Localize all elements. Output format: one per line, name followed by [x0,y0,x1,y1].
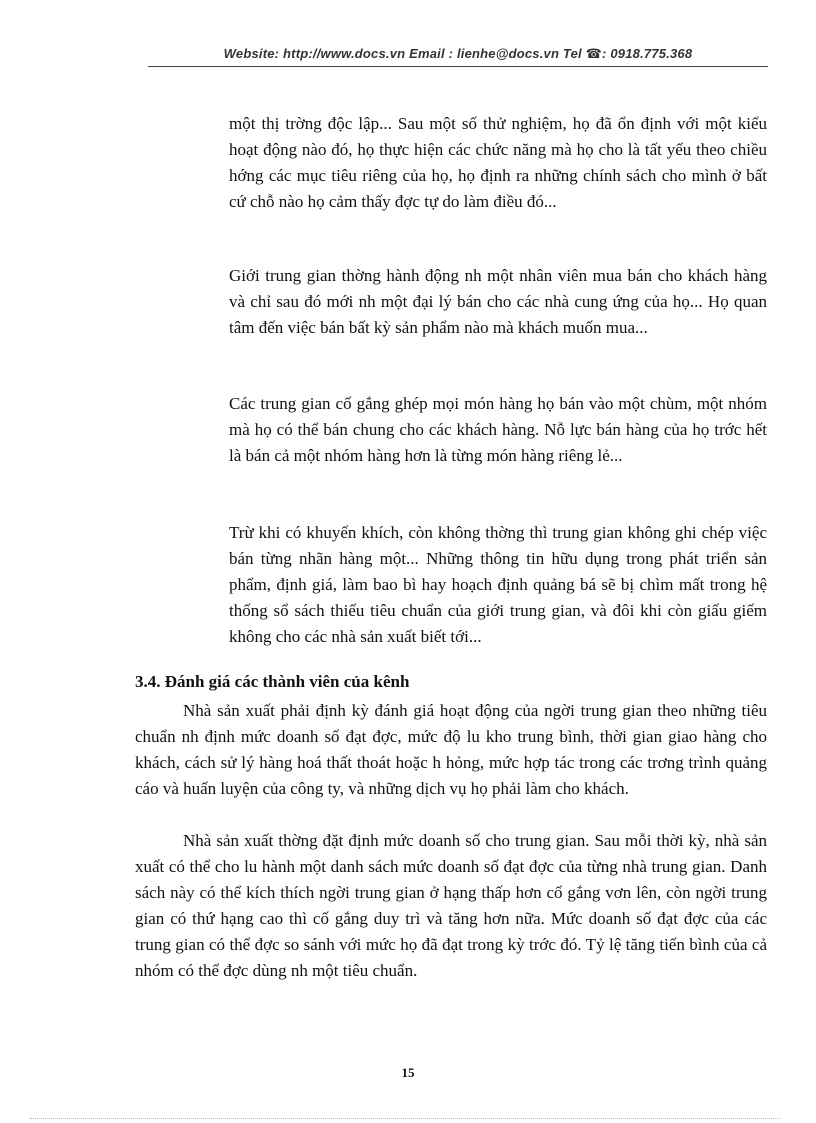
body-paragraph-2: Nhà sản xuất thờng đặt định mức doanh số cho trung gian. Sau mỗi thời kỳ, nhà sản xuất có thể cho lu hành một danh sách mức doanh số đạt đợc của từng nhà trung gian. Danh sách này có thể kích thích ngời trung gian ở hạng thấp hơn cố gắng vơn lên, còn ngời trung gian có thứ hạng cao thì cố gắng duy trì và tăng hơn nữa. Mức doanh số đạt đợc của các trung gian có thể đợc so sánh với mức họ đã đạt trong kỳ trớc đó. Tỷ lệ tăng tiến bình của cả nhóm có thể đợc dùng nh một tiêu chuẩn. [135,831,767,980]
quote-paragraph-2: Giới trung gian thờng hành động nh một nhân viên mua bán cho khách hàng và chỉ sau đó mới nh một đại lý bán cho các nhà cung ứng của họ... Họ quan tâm đến việc bán bất kỳ sản phẩm nào mà khách muốn mua... [229,266,767,337]
body-paragraph-1: Nhà sản xuất phải định kỳ đánh giá hoạt động của ngời trung gian theo những tiêu chuẩn nh định mức doanh số đạt đợc, mức độ lu kho trung bình, thời gian giao hàng cho khách, cách sử lý hàng hoá thất thoát hoặc h hỏng, mức hợp tác trong các trơng trình quảng cáo và huấn luyện của công ty, và những dịch vụ họ phải làm cho khách. [135,701,767,798]
header-divider [148,66,768,67]
quote-paragraph-3: Các trung gian cố gắng ghép mọi món hàng họ bán vào một chùm, một nhóm mà họ có thể bán chung cho các khách hàng. Nỗ lực bán hàng của họ trớc hết là bán cả một nhóm hàng hơn là từng món hàng riêng lẻ... [229,394,767,465]
page-header: Website: http://www.docs.vn Email : lienhe@docs.vn Tel ☎: 0918.775.368 [223,46,693,61]
quote-paragraph-4: Trừ khi có khuyến khích, còn không thờng thì trung gian không ghi chép việc bán từng nhãn hàng một... Những thông tin hữu dụng trong phát triển sản phẩm, định giá, làm bao bì hay hoạch định quảng bá sẽ bị chìm mất trong hệ thống sổ sách thiếu tiêu chuẩn của giới trung gian, và đôi khi còn giấu giếm không cho các nhà sản xuất biết tới... [229,523,767,646]
footer-divider [30,1118,780,1119]
quote-paragraph-1: một thị trờng độc lập... Sau một số thử nghiệm, họ đã ổn định với một kiểu hoạt động nào đó, họ thực hiện các chức năng mà họ cho là tất yếu theo chiều hớng các mục tiêu riêng của họ, họ định ra những chính sách cho mình ở bất cứ chỗ nào họ cảm thấy đợc tự do làm điều đó... [229,114,767,211]
page-number: 15 [401,1065,415,1080]
section-heading: 3.4. Đánh giá các thành viên của kênh [135,672,410,691]
